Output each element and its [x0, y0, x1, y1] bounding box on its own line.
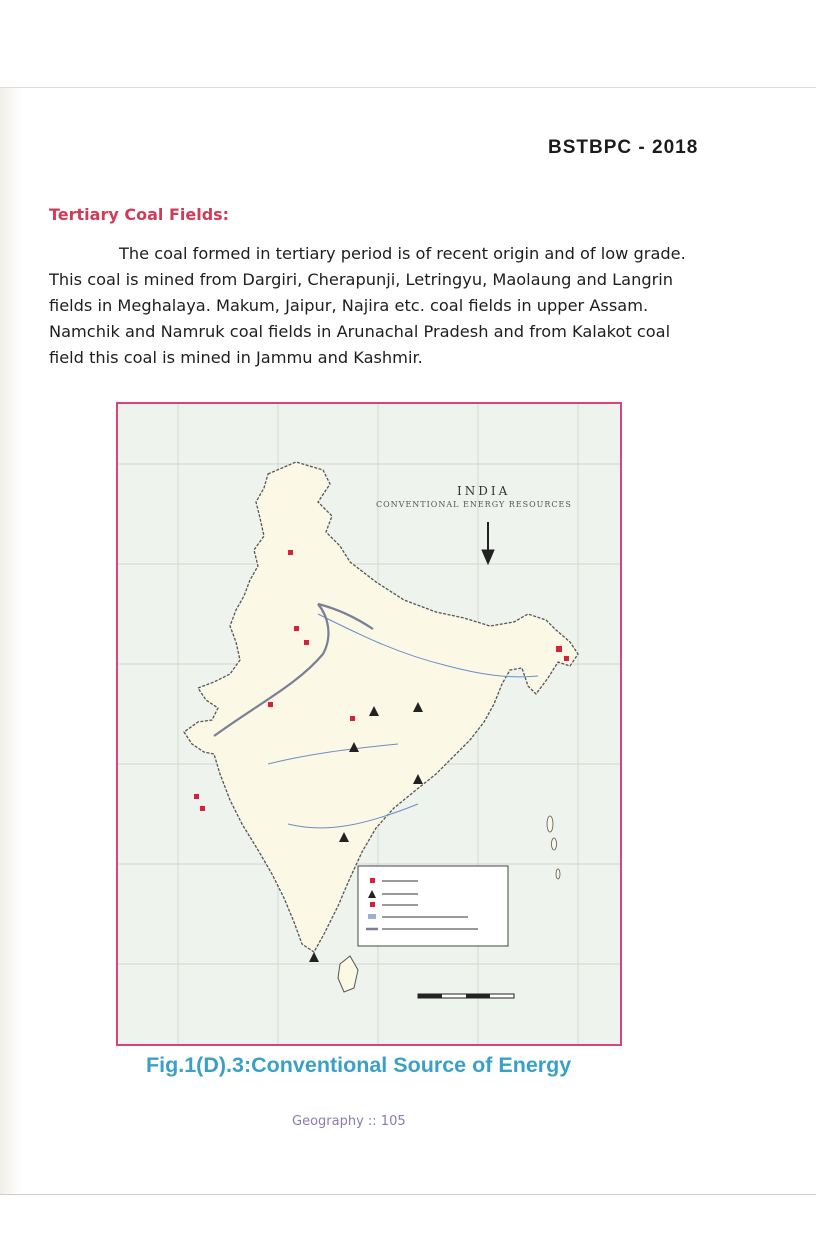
body-paragraph [49, 241, 729, 371]
paragraph-line: The coal formed in tertiary period is of recent origin and of low grade. [119, 244, 686, 263]
page-header-code: BSTBPC - 2018 [548, 137, 699, 158]
scale-bar [418, 994, 514, 998]
top-rule [0, 87, 816, 88]
map-subtitle: CONVENTIONAL ENERGY RESOURCES [376, 500, 572, 509]
page-footer: Geography :: 105 [292, 1114, 406, 1129]
bottom-rule [0, 1194, 816, 1195]
paragraph-line: Namchik and Namruk coal fields in Arunachal Pradesh and from Kalakot coal [49, 322, 671, 341]
paragraph-line: field this coal is mined in Jammu and Kashmir. [49, 348, 423, 367]
map-legend [358, 866, 508, 946]
paragraph-line: fields in Meghalaya. Makum, Jaipur, Najira etc. coal fields in upper Assam. [49, 296, 649, 315]
page-edge-shadow [0, 88, 22, 1194]
map-title: INDIA [457, 484, 511, 498]
figure-caption: Fig.1(D).3:Conventional Source of Energy [146, 1053, 572, 1077]
india-energy-map [116, 402, 622, 1046]
section-heading: Tertiary Coal Fields: [49, 205, 230, 224]
paragraph-line: This coal is mined from Dargiri, Cherapunji, Letringyu, Maolaung and Langrin [49, 270, 674, 289]
